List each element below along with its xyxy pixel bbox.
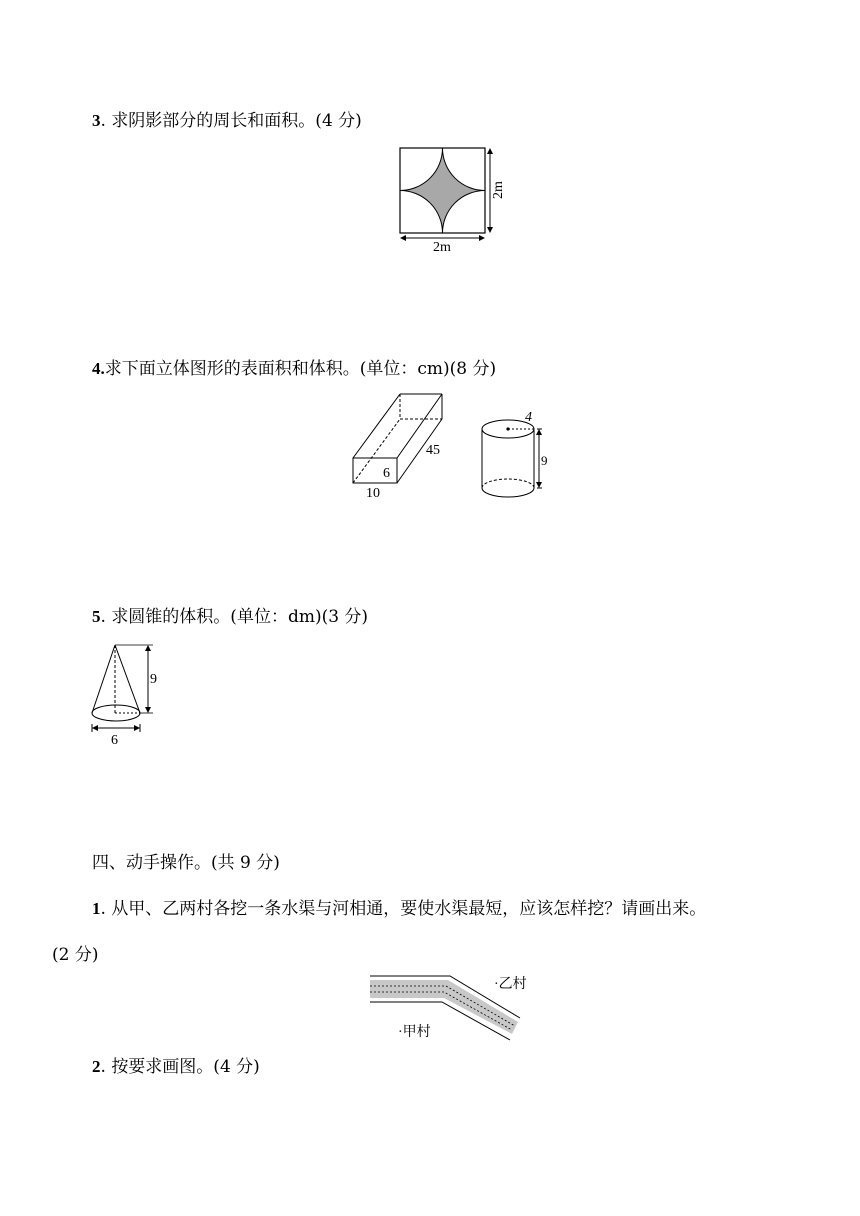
village-a-label: ·甲村 [398,1025,431,1040]
shaded-square-figure [390,140,515,255]
question-sep: . [100,899,106,919]
cylinder-figure [475,405,555,505]
question-number: 4. [92,359,105,378]
length-label: 10 [366,486,380,501]
section4-question-2 [92,1056,260,1078]
height-label: 9 [541,453,548,468]
width-label: 6 [383,466,390,481]
section-title: 四、动手操作。(共 9 分) [92,853,280,873]
cone-diameter-label: 6 [111,733,118,748]
depth-label: 45 [426,443,440,458]
radius-label: 4 [525,410,532,425]
question-text: 求阴影部分的周长和面积。(4 分) [111,111,362,131]
cone-height-label: 9 [150,672,157,687]
river-figure [360,968,540,1048]
question-text: 从甲、乙两村各挖一条水渠与河相通，要使水渠最短，应该怎样挖？请画出来。 [111,899,707,919]
question-sep: . [100,1057,106,1077]
question-4 [92,358,496,380]
question-sep: . [100,607,106,627]
question-text: 求下面立体图形的表面积和体积。(单位：cm)(8 分) [104,359,497,379]
question-text: 求圆锥的体积。(单位：dm)(3 分) [111,607,369,627]
question-5 [92,606,368,628]
question-3 [92,110,362,132]
question-number: 2 [92,1057,101,1076]
question-text: 按要求画图。(4 分) [111,1057,260,1077]
cone-figure [85,640,175,750]
section4-question-1 [92,898,706,920]
question-number: 1 [92,899,101,918]
question-points: (2 分) [52,945,99,965]
bottom-label: 2m [433,240,451,255]
question-number: 3 [92,111,101,130]
cuboid-figure [345,388,455,503]
village-b-label: ·乙村 [494,977,527,992]
question-sep: . [100,111,106,131]
side-label: 2m [491,181,506,199]
question-number: 5 [92,607,101,626]
